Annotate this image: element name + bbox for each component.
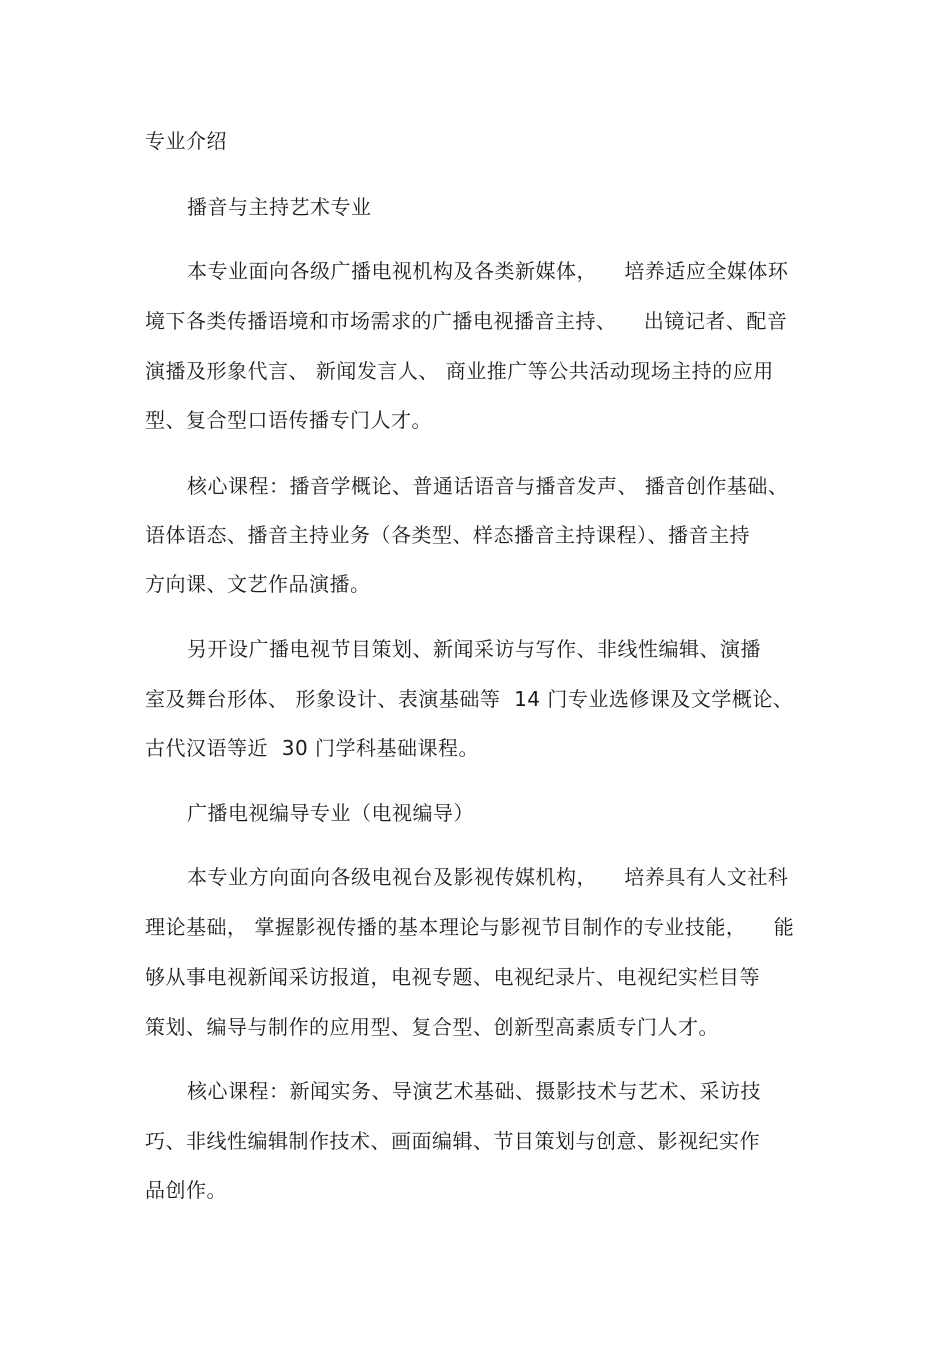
paragraph-line: 核心课程：新闻实务、导演艺术基础、摄影技术与艺术、采访技 — [187, 1079, 761, 1103]
paragraph-line: 型、复合型口语传播专门人才。 — [145, 408, 432, 432]
paragraph-line: 方向课、文艺作品演播。 — [145, 572, 371, 596]
paragraph-line: 策划、编导与制作的应用型、复合型、创新型高素质专门人才。 — [145, 1015, 719, 1039]
section-heading: 广播电视编导专业（电视编导） — [187, 801, 474, 825]
paragraph-line: 本专业方向面向各级电视台及影视传媒机构， 培养具有人文社科 — [187, 865, 789, 889]
paragraph-line: 够从事电视新闻采访报道，电视专题、电视纪录片、电视纪实栏目等 — [145, 965, 760, 989]
paragraph-line: 理论基础， 掌握影视传播的基本理论与影视节目制作的专业技能， 能 — [145, 915, 795, 939]
paragraph-line: 境下各类传播语境和市场需求的广播电视播音主持、 出镜记者、配音 — [145, 309, 788, 333]
paragraph-line: 古代汉语等近 30 门学科基础课程。 — [145, 736, 480, 760]
paragraph-line: 核心课程：播音学概论、普通话语音与播音发声、 播音创作基础、 — [187, 474, 789, 498]
paragraph-line: 室及舞台形体、 形象设计、表演基础等 14 门专业选修课及文学概论、 — [145, 687, 794, 711]
paragraph-line: 语体语态、播音主持业务（各类型、样态播音主持课程）、播音主持 — [145, 523, 750, 547]
document-title: 专业介绍 — [145, 129, 227, 153]
paragraph-line: 品创作。 — [145, 1178, 227, 1202]
paragraph-line: 另开设广播电视节目策划、新闻采访与写作、非线性编辑、演播 — [187, 637, 761, 661]
paragraph-line: 本专业面向各级广播电视机构及各类新媒体， 培养适应全媒体环 — [187, 259, 789, 283]
paragraph-line: 演播及形象代言、 新闻发言人、 商业推广等公共活动现场主持的应用 — [145, 359, 774, 383]
section-heading: 播音与主持艺术专业 — [187, 195, 372, 219]
paragraph-line: 巧、非线性编辑制作技术、画面编辑、节目策划与创意、影视纪实作 — [145, 1129, 760, 1153]
